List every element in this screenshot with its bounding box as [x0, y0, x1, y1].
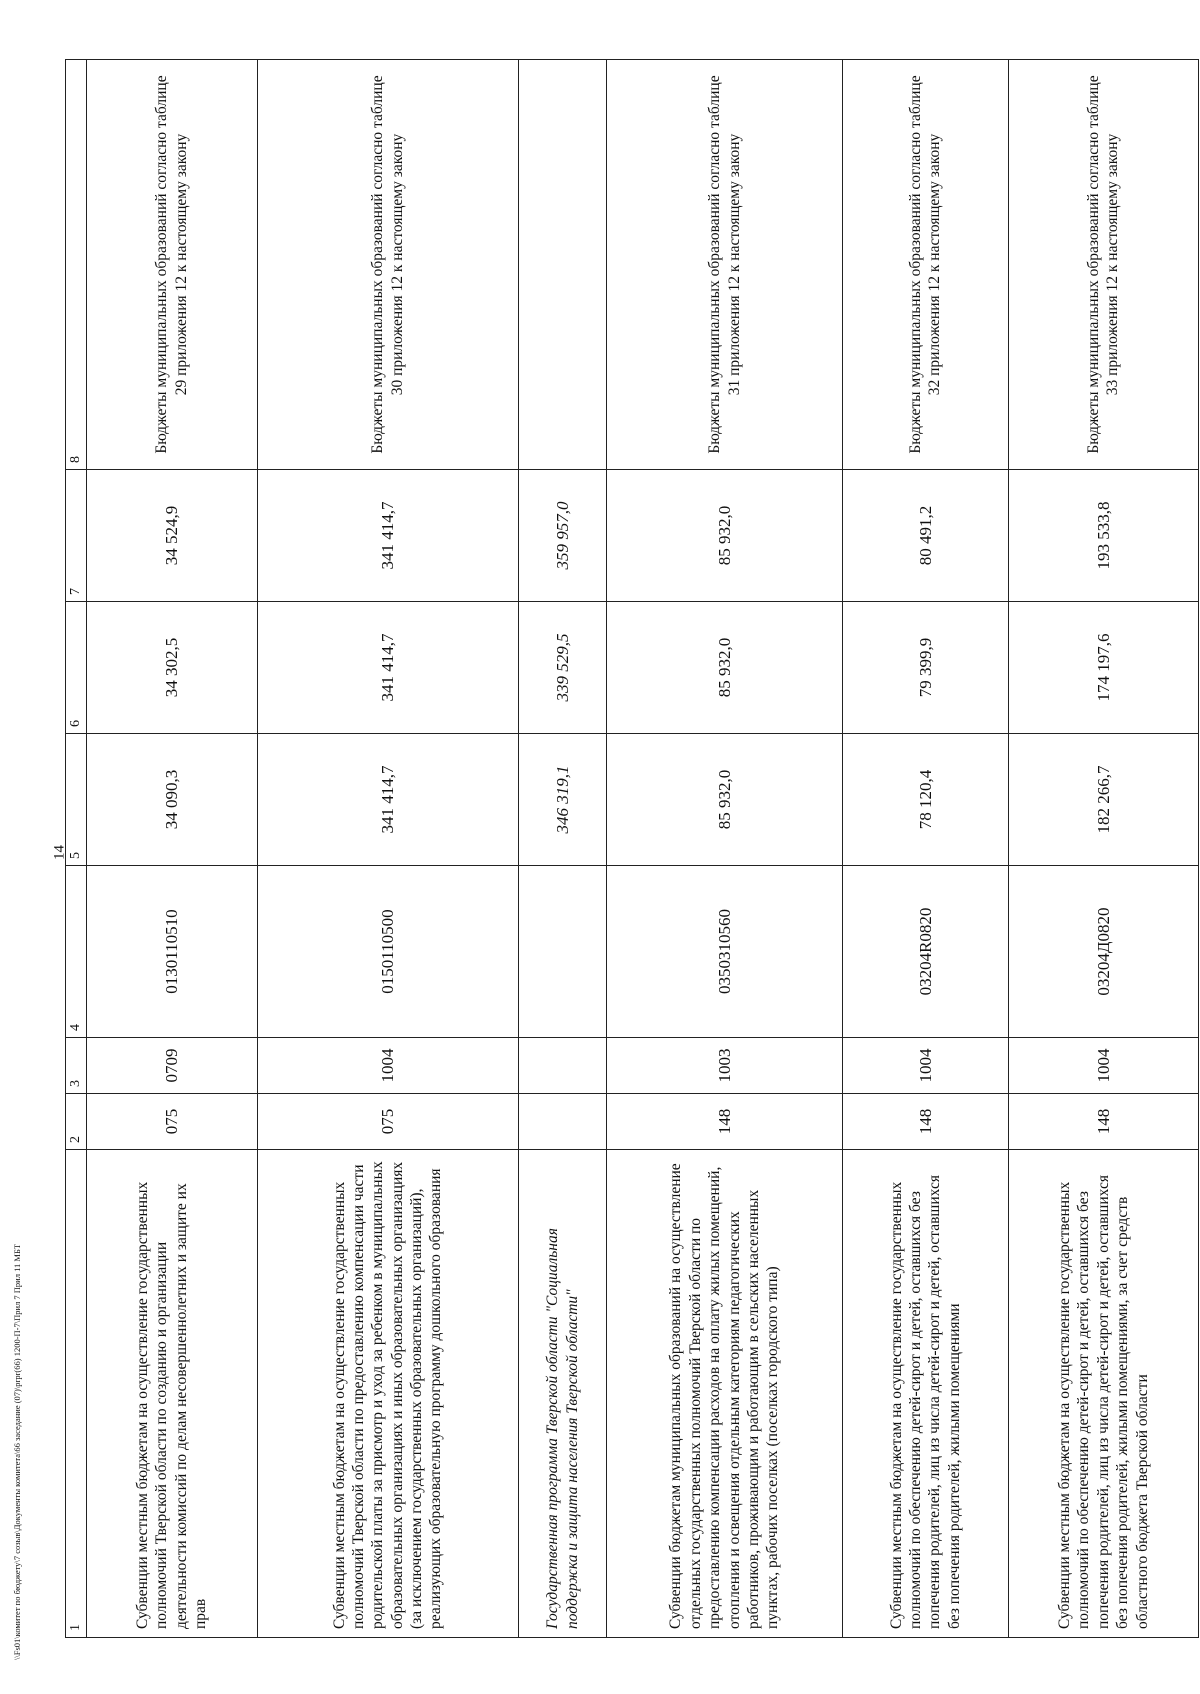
target-code-cell: 03204Д0820 [1008, 866, 1198, 1038]
target-code-cell [518, 866, 607, 1038]
column-header: 4 [66, 866, 87, 1038]
column-header: 5 [66, 734, 87, 866]
amount-year2-cell: 79 399,9 [842, 602, 1008, 734]
amount-year1-cell: 78 120,4 [842, 734, 1008, 866]
admin-code-cell [518, 1094, 607, 1150]
source-cell: Бюджеты муниципальных образований согласно таблице 33 приложения 12 к настоящему закону [1008, 60, 1198, 470]
description-cell: Субвенции местным бюджетам на осуществление государственных полномочий Тверской области по созданию и организации деятельности комиссий по делам несовершеннолетних и защите их прав [87, 1150, 258, 1638]
section-code-cell: 1004 [842, 1038, 1008, 1094]
amount-year2-cell: 341 414,7 [257, 602, 518, 734]
amount-year3-cell: 34 524,9 [87, 470, 258, 602]
amount-year3-cell: 80 491,2 [842, 470, 1008, 602]
column-header: 6 [66, 602, 87, 734]
source-cell: Бюджеты муниципальных образований согласно таблице 32 приложения 12 к настоящему закону [842, 60, 1008, 470]
amount-year3-cell: 341 414,7 [257, 470, 518, 602]
subventions-table [65, 59, 1199, 1638]
amount-year1-cell: 341 414,7 [257, 734, 518, 866]
description-cell: Государственная программа Тверской области "Социальная поддержка и защита населения Тверской области" [518, 1150, 607, 1638]
amount-year2-cell: 174 197,6 [1008, 602, 1198, 734]
section-code-cell: 1004 [257, 1038, 518, 1094]
table-row [1008, 60, 1198, 1638]
rotated-page [65, 60, 1199, 1638]
file-path-footer: \\Fs01\комитет по бюджету\7 созыв\Документы комитета\66 заседание (07)\prpr(66) 1200-П-7\Прил 7 Прил 11 МБТ [12, 1244, 22, 1660]
description-cell: Субвенции местным бюджетам на осуществление государственных полномочий по обеспечению детей-сирот и детей, оставшихся без попечения родителей, лиц из числа детей-сирот и детей, оставшихся без попечения родителей, жилыми помещениями, за счет средств областного бюджета Тверской области [1008, 1150, 1198, 1638]
amount-year2-cell: 85 932,0 [607, 602, 842, 734]
target-code-cell: 0130110510 [87, 866, 258, 1038]
description-cell: Субвенции бюджетам муниципальных образований на осуществление отдельных государственных полномочий Тверской области по предоставлению компенсации расходов на оплату жилых помещений, отопления и освещения отдельным категориям педагогических работников, проживающим и работающим в сельских населенных пунктах, рабочих поселках (поселках городского типа) [607, 1150, 842, 1638]
target-code-cell: 0150110500 [257, 866, 518, 1038]
amount-year2-cell: 339 529,5 [518, 602, 607, 734]
section-code-cell [518, 1038, 607, 1094]
section-code-cell: 0709 [87, 1038, 258, 1094]
program-row [518, 60, 607, 1638]
column-header: 8 [66, 60, 87, 470]
source-cell [518, 60, 607, 470]
column-header: 7 [66, 470, 87, 602]
section-code-cell: 1004 [1008, 1038, 1198, 1094]
admin-code-cell: 075 [87, 1094, 258, 1150]
admin-code-cell: 148 [1008, 1094, 1198, 1150]
amount-year3-cell: 359 957,0 [518, 470, 607, 602]
page-number: 14 [51, 845, 68, 860]
amount-year2-cell: 34 302,5 [87, 602, 258, 734]
description-cell: Субвенции местным бюджетам на осуществление государственных полномочий по обеспечению детей-сирот и детей, оставшихся без попечения родителей, лиц из числа детей-сирот и детей, оставшихся без попечения родителей, жилыми помещениями [842, 1150, 1008, 1638]
target-code-cell: 0350310560 [607, 866, 842, 1038]
column-number-row [66, 60, 87, 1638]
amount-year1-cell: 182 266,7 [1008, 734, 1198, 866]
amount-year3-cell: 85 932,0 [607, 470, 842, 602]
amount-year1-cell: 85 932,0 [607, 734, 842, 866]
admin-code-cell: 075 [257, 1094, 518, 1150]
table-row [842, 60, 1008, 1638]
amount-year1-cell: 34 090,3 [87, 734, 258, 866]
source-cell: Бюджеты муниципальных образований согласно таблице 31 приложения 12 к настоящему закону [607, 60, 842, 470]
table-row [87, 60, 258, 1638]
table-row [607, 60, 842, 1638]
source-cell: Бюджеты муниципальных образований согласно таблице 29 приложения 12 к настоящему закону [87, 60, 258, 470]
amount-year3-cell: 193 533,8 [1008, 470, 1198, 602]
section-code-cell: 1003 [607, 1038, 842, 1094]
description-cell: Субвенции местным бюджетам на осуществление государственных полномочий Тверской области по предоставлению компенсации части родительской платы за присмотр и уход за ребенком в муниципальных образовательных организациях и иных образовательных организациях (за исключением государственных образовательных организаций), реализующих образовательную программу дошкольного образования [257, 1150, 518, 1638]
column-header: 1 [66, 1150, 87, 1638]
target-code-cell: 03204R0820 [842, 866, 1008, 1038]
admin-code-cell: 148 [842, 1094, 1008, 1150]
amount-year1-cell: 346 319,1 [518, 734, 607, 866]
source-cell: Бюджеты муниципальных образований согласно таблице 30 приложения 12 к настоящему закону [257, 60, 518, 470]
column-header: 3 [66, 1038, 87, 1094]
column-header: 2 [66, 1094, 87, 1150]
admin-code-cell: 148 [607, 1094, 842, 1150]
table-row [257, 60, 518, 1638]
